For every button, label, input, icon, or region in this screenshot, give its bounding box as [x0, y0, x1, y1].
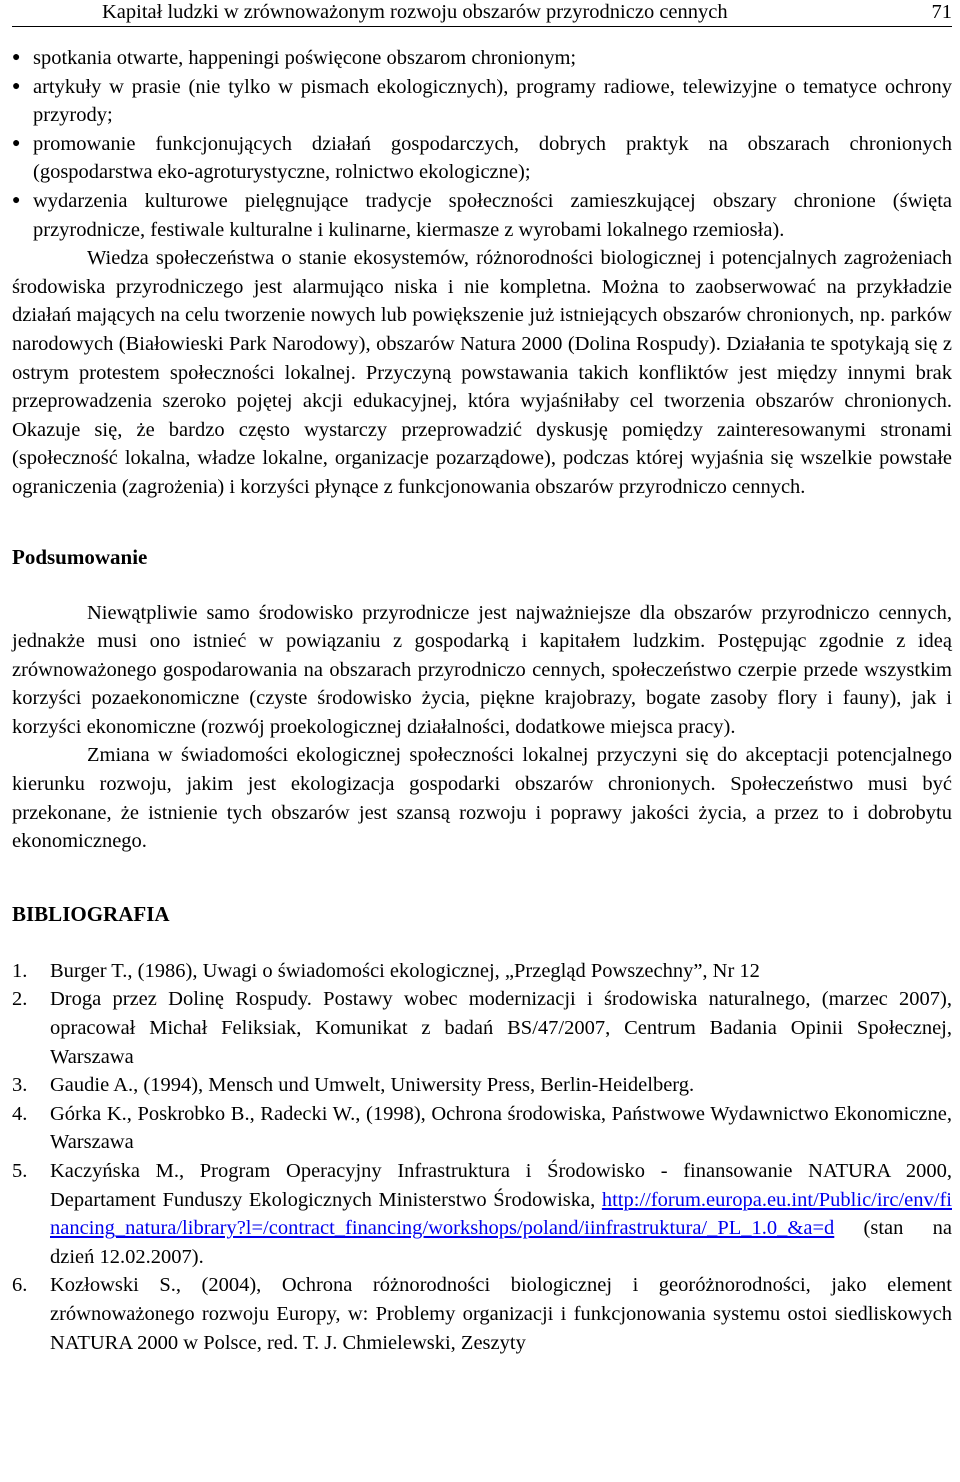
page-number: 71: [931, 1, 952, 23]
bullet-item: ● artykuły w prasie (nie tylko w pismach ekologicznych), programy radiowe, telewizyjne o tematyce ochrony przyrody;: [12, 73, 952, 130]
summary-paragraph: Zmiana w świadomości ekologicznej społeczności lokalnej przyczyni się do akceptacji potencjalnego kierunku rozwoju, jakim jest ekologizacja gospodarki obszarów chronionych. Społeczeństwo musi być przekonane, że istnienie tych obszarów jest szansą rozwoju i poprawy jakości życia, a przez to i dobrobytu ekonomicznego.: [12, 744, 952, 853]
page-header: [12, 0, 952, 27]
summary-paragraph: Niewątpliwie samo środowisko przyrodnicze jest najważniejsze dla obszarów przyrodniczo cennych, jednakże musi ono istnieć w powiązaniu z gospodarką i kapitałem ludzkim. Postępując zgodnie z ideą zrównoważonego gospodarowania na obszarach przyrodniczo cennych, społeczeństwo czerpie przede wszystkim korzyści pozaekonomiczne (czyste środowisko życia, piękne krajobrazy, bogate zasoby flory i fauny), jak i korzyści ekonomiczne (rozwój proekologicznej działalności, dodatkowe miejsca pracy).: [12, 601, 952, 738]
bibliography-item: 4. Górka K., Poskrobko B., Radecki W., (1998), Ochrona środowiska, Państwowe Wydawnictwo Ekonomiczne, Warszawa: [12, 1102, 952, 1154]
bullet-list: [12, 44, 952, 244]
bibliography-list: [12, 957, 952, 1357]
bullet-item: ● promowanie funkcjonujących działań gospodarczych, dobrych praktyk na obszarach chronionych (gospodarstwa eko-agroturystyczne, rolnictwo ekologiczne);: [12, 130, 952, 187]
running-title: Kapitał ludzki w zrównoważonym rozwoju obszarów przyrodniczo cennych: [102, 1, 728, 23]
bullet-icon: ●: [12, 135, 21, 151]
bullet-item: ● spotkania otwarte, happeningi poświęcone obszarom chronionym;: [12, 44, 952, 73]
bibliography-item: 6. Kozłowski S., (2004), Ochrona różnorodności biologicznej i georóżnorodności, jako element zrównoważonego rozwoju Europy, w: Problemy organizacji i funkcjonowania systemu ostoi siedliskowych NATURA 2000 w Polsce, red. T. J. Chmielewski, Zeszyty: [12, 1274, 952, 1354]
bibliography-item: 3. Gaudie A., (1994), Mensch und Umwelt, Uniwersity Press, Berlin-Heidelberg.: [12, 1074, 695, 1097]
bibliography-item: 1. Burger T., (1986), Uwagi o świadomości ekologicznej, „Przegląd Powszechny”, Nr 12: [12, 959, 760, 982]
summary-heading: Podsumowanie: [12, 544, 148, 569]
bullet-icon: ●: [12, 78, 21, 94]
bibliography-heading: BIBLIOGRAFIA: [12, 901, 170, 926]
bullet-icon: ●: [12, 50, 21, 65]
body-paragraph: Wiedza społeczeństwa o stanie ekosystemów, różnorodności biologicznej i potencjalnych zagrożeniach środowiska przyrodniczego jest alarmująco niska i nie kompletna. Można to zaobserwować na przykładzie działań mających na celu tworzenie nowych lub powiększenie już istniejących obszarów chronionych, np. parków narodowych (Białowieski Park Narodowy), obszarów Natura 2000 (Dolina Rospudy). Działania te spotykają się z ostrym protestem społeczności lokalnej. Przyczyną powstawania takich konfliktów jest między innymi brak przeprowadzenia szeroko pojętej akcji edukacyjnej, która wyjaśniłaby cel tworzenia obszarów chronionych. Okazuje się, że bardzo często wystarczy przeprowadzić dyskusję pomiędzy zainteresowanymi stronami (społeczność lokalna, władze lokalne, organizacje pozarządowe), podczas której wyjaśnia się wszelkie powstałe ograniczenia (zagrożenia) i korzyści płynące z funkcjonowania obszarów przyrodniczo cennych.: [12, 247, 952, 498]
summary-section: [12, 599, 952, 856]
bibliography-link[interactable]: http://forum.europa.eu.int/Public/irc/env/financing_natura/library?l=/contract_financing/workshops/poland/iinfrastruktura/_PL_1.0_&a=d: [50, 1188, 952, 1240]
bibliography-item: 5. Kaczyńska M., Program Operacyjny Infrastruktura i Środowisko - finansowanie NATURA 2000, Departament Funduszy Ekologicznych Ministerstwo Środowiska, http://forum.europa.eu.int/Public/irc/env/financing_natura/library?l=/contract_financing/workshops/poland/iinfrastruktura/_PL_1.0_&a=d (stan na dzień 12.02.2007).: [12, 1160, 952, 1268]
bibliography-item: 2. Droga przez Dolinę Rospudy. Postawy wobec modernizacji i środowiska naturalnego, (marzec 2007), opracował Michał Feliksiak, Komunikat z badań BS/47/2007, Centrum Badania Opinii Społecznej, Warszawa: [12, 988, 952, 1068]
document-page: [12, 0, 952, 1357]
bullet-icon: ●: [12, 192, 21, 208]
bullet-item: ● wydarzenia kulturowe pielęgnujące tradycje społeczności zamieszkującej obszary chronione (święta przyrodnicze, festiwale kulturalne i kulinarne, kiermasze z wyrobami lokalnego rzemiosła).: [12, 187, 952, 244]
